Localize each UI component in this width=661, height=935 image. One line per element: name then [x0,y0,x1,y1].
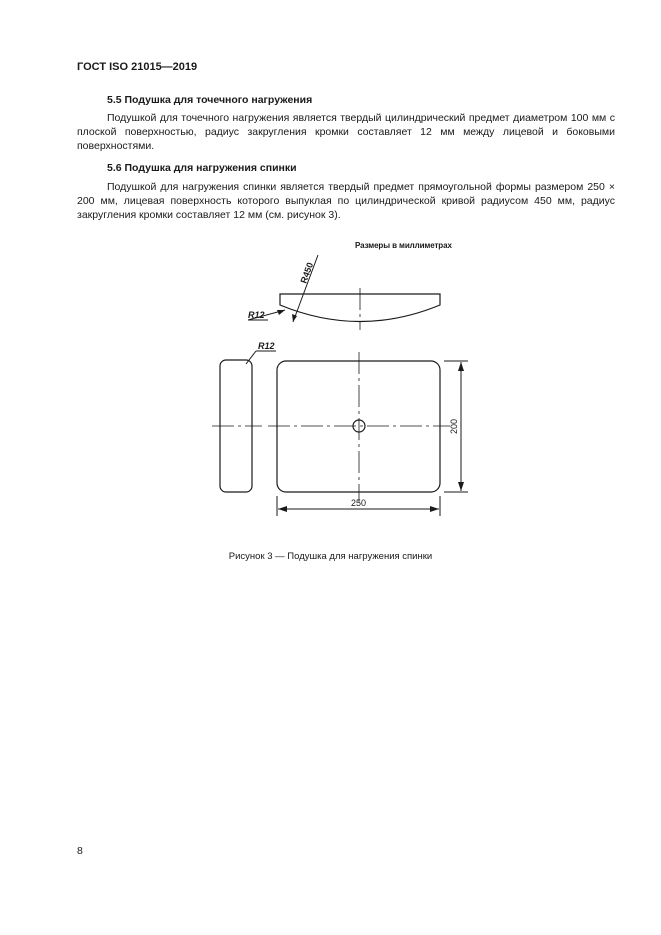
section-5-6-heading: 5.6 Подушка для нагружения спинки [107,162,297,174]
label-r450: R450 [298,261,316,285]
page-number: 8 [77,845,83,857]
document-standard-header: ГОСТ ISO 21015—2019 [77,61,198,73]
back-loading-pad-drawing [200,235,480,525]
label-dim-width: 250 [351,498,367,508]
label-r12-side: R12 [258,341,275,351]
label-dim-height: 200 [449,418,459,434]
section-5-5-text: Подушкой для точечного нагружения является твердый цилиндрический предмет диаметром 100 мм с плоской поверхностью, радиус закругления кромки составляет 12 мм между лицевой и боковыми поверхностями. [77,112,615,152]
figure-caption: Рисунок 3 — Подушка для нагружения спинки [228,551,433,562]
section-5-6-text: Подушкой для нагружения спинки является твердый предмет прямоугольной формы размером 250 × 200 мм, лицевая поверхность которого выпуклая по цилиндрической кривой радиусом 450 мм, радиус закругления кромки составляет 12 мм (см. рисунок 3). [77,181,615,221]
label-r12-top: R12 [248,310,265,320]
units-note: Размеры в миллиметрах [355,241,452,250]
section-5-5-heading: 5.5 Подушка для точечного нагружения [107,94,313,106]
pad-front-view [277,361,440,492]
